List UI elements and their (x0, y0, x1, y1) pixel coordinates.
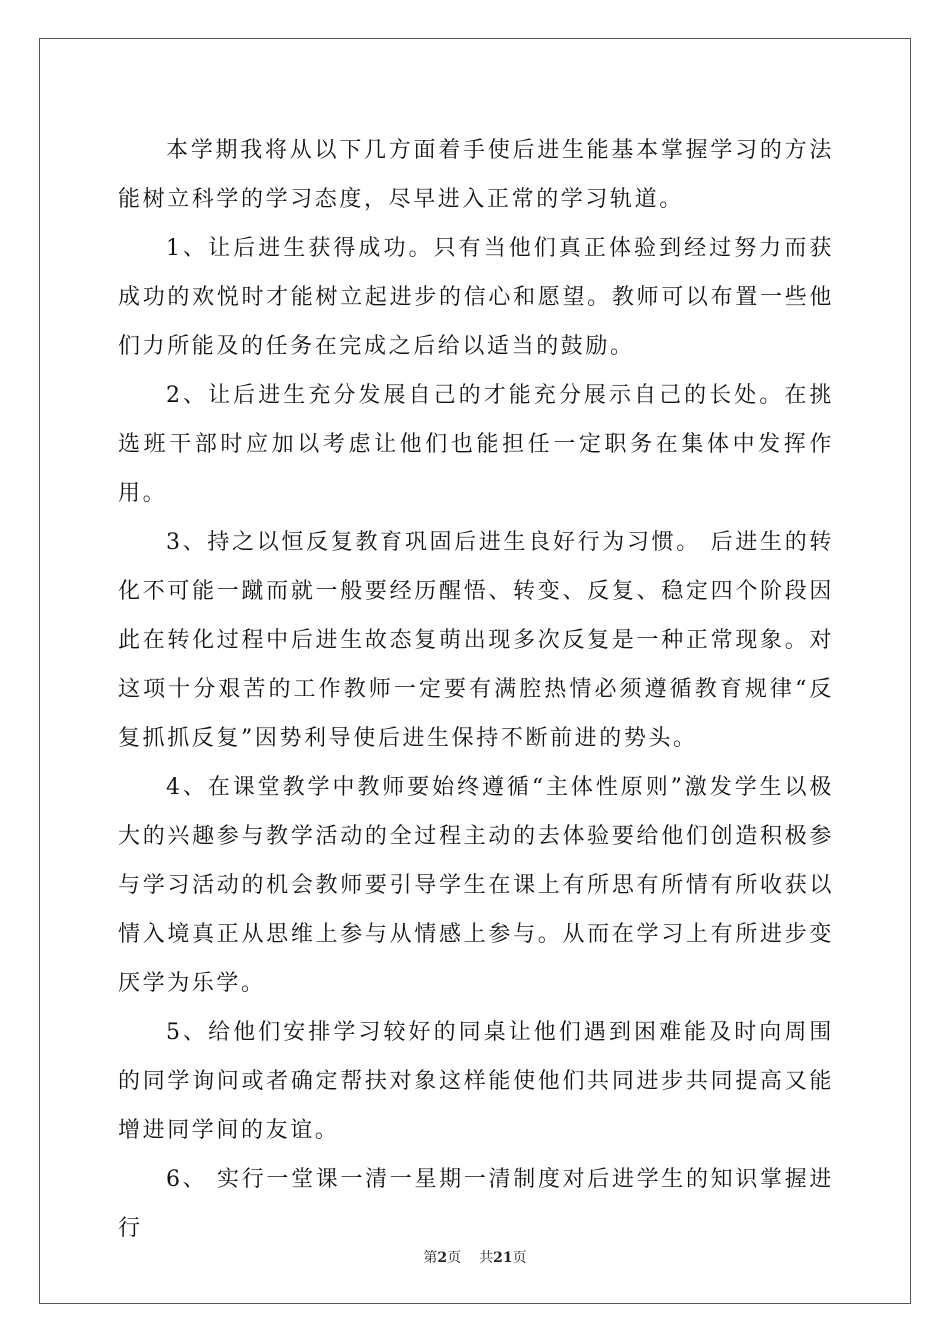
paragraph-item-3: 3、持之以恒反复教育巩固后进生良好行为习惯。 后进生的转化不可能一蹴而就一般要经历醒悟、转变、反复、稳定四个阶段因此在转化过程中后进生故态复萌出现多次反复是一种正常现象。对这项十分艰苦的工作教师一定要有满腔热情必须遵循教育规律“反复抓抓反复”因势利导使后进生保持不断前进的势头。 (118, 530, 834, 751)
paragraph-intro: 本学期我将从以下几方面着手使后进生能基本掌握学习的方法能树立科学的学习态度，尽早进入正常的学习轨道。 (118, 138, 834, 212)
paragraph-item-1: 1、让后进生获得成功。只有当他们真正体验到经过努力而获成功的欢悦时才能树立起进步的信心和愿望。教师可以布置一些他们力所能及的任务在完成之后给以适当的鼓励。 (118, 236, 834, 359)
page-suffix: 页 (447, 1250, 462, 1266)
total-prefix: 共 (479, 1250, 494, 1266)
total-suffix: 页 (512, 1250, 527, 1266)
page-footer (0, 1247, 950, 1267)
page-prefix: 第 (423, 1250, 438, 1266)
paragraph-item-4: 4、在课堂教学中教师要始终遵循“主体性原则”激发学生以极大的兴趣参与教学活动的全过程主动的去体验要给他们创造积极参与学习活动的机会教师要引导学生在课上有所思有所情有所收获以情入境真正从思维上参与从情感上参与。从而在学习上有所进步变厌学为乐学。 (118, 775, 834, 996)
page-number: 2 (437, 1250, 448, 1266)
paragraph-item-5: 5、给他们安排学习较好的同桌让他们遇到困难能及时向周围的同学询问或者确定帮扶对象这样能使他们共同进步共同提高又能增进同学间的友谊。 (118, 1020, 834, 1143)
paragraph-item-6: 6、 实行一堂课一清一星期一清制度对后进学生的知识掌握进行 (118, 1167, 834, 1241)
paragraph-item-2: 2、让后进生充分发展自己的才能充分展示自己的长处。在挑选班干部时应加以考虑让他们也能担任一定职务在集体中发挥作用。 (118, 383, 834, 506)
total-pages: 21 (493, 1250, 513, 1266)
document-body (118, 126, 834, 1253)
